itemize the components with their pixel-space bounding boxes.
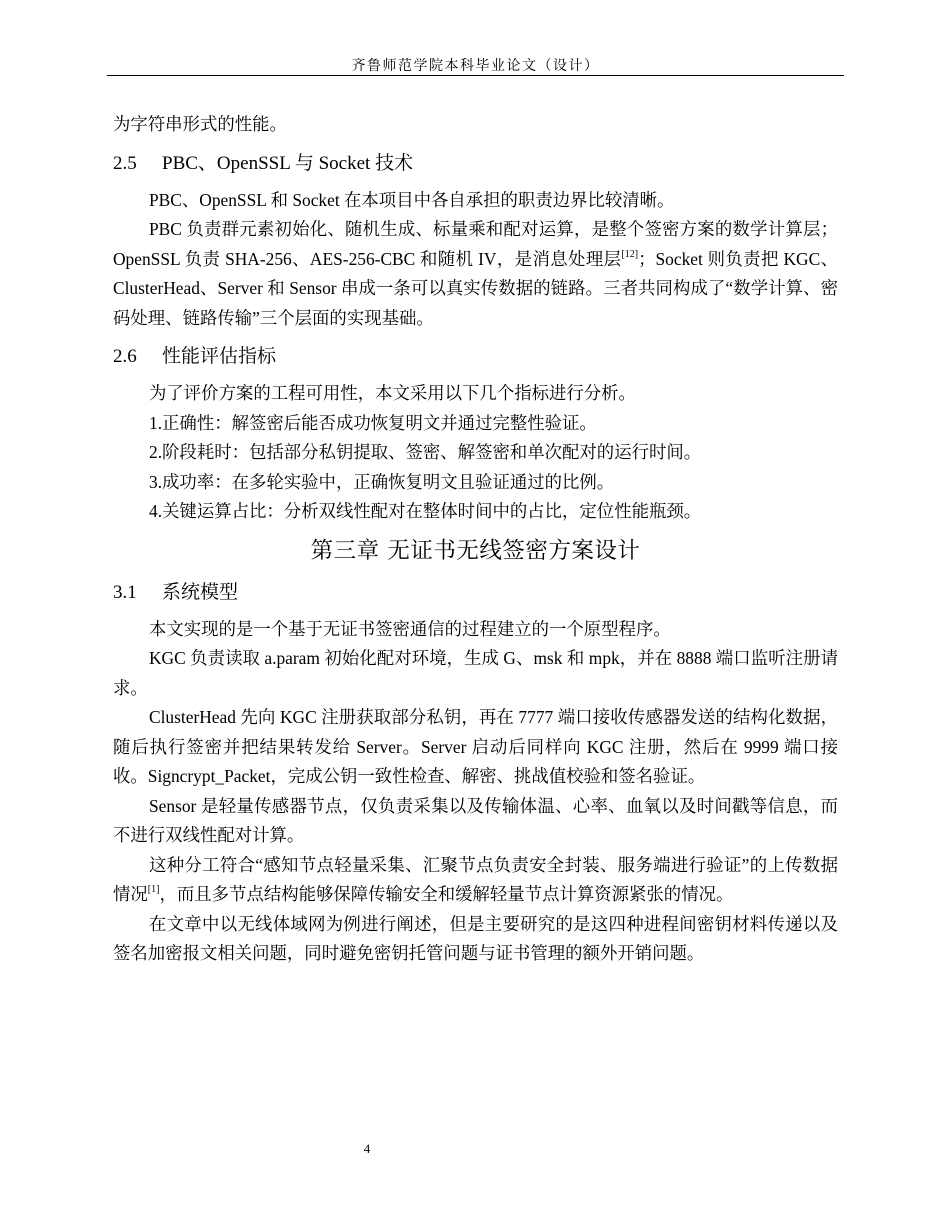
section-heading-3-1: [113, 578, 838, 608]
chapter-title: 第三章 无证书无线签密方案设计: [310, 537, 641, 564]
paragraph: KGC 负责读取 a.param 初始化配对环境，生成 G、msk 和 mpk，并在 8888 端口监听注册请求。: [113, 648, 838, 698]
section-title: 系统模型: [162, 581, 239, 603]
paragraph: 本文实现的是一个基于无证书签密通信的过程建立的一个原型程序。: [149, 618, 671, 639]
list-item: 3.成功率：在多轮实验中，正确恢复明文且验证通过的比例。: [149, 471, 615, 492]
list-item: 4.关键运算占比：分析双线性配对在整体时间中的占比，定位性能瓶颈。: [149, 501, 702, 521]
paragraph-text: 这种分工符合“感知节点轻量采集、汇聚节点负责安全封装、服务端进行验证”的上传数据情况: [113, 854, 838, 904]
citation-reference: [1]: [147, 884, 160, 895]
paragraph: ClusterHead 先向 KGC 注册获取部分私钥，再在 7777 端口接收传感器发送的结构化数据，随后执行签密并把结果转发给 Server。Server 启动后同样向 KGC 注册，然后在 9999 端口接收。Signcrypt_Packet，完成公钥一致性检查、解密、挑战值校验和签名验证。: [113, 707, 838, 786]
section-title: 性能评估指标: [162, 346, 277, 367]
paragraph: 在文章中以无线体域网为例进行阐述，但是主要研究的是这四种进程间密钥材料传递以及签名加密报文相关问题，同时避免密钥托管问题与证书管理的额外开销问题。: [113, 913, 838, 963]
list-item: 2.阶段耗时：包括部分私钥提取、签密、解签密和单次配对的运行时间。: [149, 442, 702, 462]
header-divider: [107, 75, 844, 76]
section-number: 3.1: [113, 581, 137, 603]
paragraph: 为了评价方案的工程可用性，本文采用以下几个指标进行分析。: [149, 383, 636, 403]
list-item: 1.正确性：解签密后能否成功恢复明文并通过完整性验证。: [149, 412, 597, 433]
page-header-title: 齐鲁师范学院本科毕业论文（设计）: [351, 58, 600, 74]
paragraph: [113, 215, 838, 333]
section-number: 2.5: [113, 152, 137, 174]
section-title: PBC、OpenSSL 与 Socket 技术: [162, 152, 414, 174]
paragraph-text: ；Socket 则负责把 KGC、ClusterHead、Server 和 Sensor 串成一条可以真实传数据的链路。三者共同构成了“数学计算、密码处理、链路传输”三个层面的实现基础。: [113, 248, 839, 328]
page-number: 4: [363, 1141, 371, 1156]
paragraph: [113, 851, 838, 910]
section-heading-2-5: [113, 149, 838, 179]
paragraph-text: PBC 负责群元素初始化、随机生成、标量乘和配对运算，是整个签密方案的数学计算层；OpenSSL 负责 SHA-256、AES-256-CBC 和随机 IV，是消息处理层: [113, 219, 838, 269]
paragraph: PBC、OpenSSL 和 Socket 在本项目中各自承担的职责边界比较清晰。: [149, 189, 675, 210]
citation-reference: [12]: [621, 248, 639, 260]
page-body: [113, 110, 838, 969]
paragraph-text: ，而且多节点结构能够保障传输安全和缓解轻量节点计算资源紧张的情况。: [159, 884, 734, 904]
continuation-paragraph: 为字符串形式的性能。: [113, 114, 287, 134]
section-number: 2.6: [113, 346, 137, 367]
paragraph: Sensor 是轻量传感器节点，仅负责采集以及传输体温、心率、血氧以及时间戳等信息，而不进行双线性配对计算。: [113, 795, 838, 845]
section-heading-2-6: [113, 342, 838, 372]
